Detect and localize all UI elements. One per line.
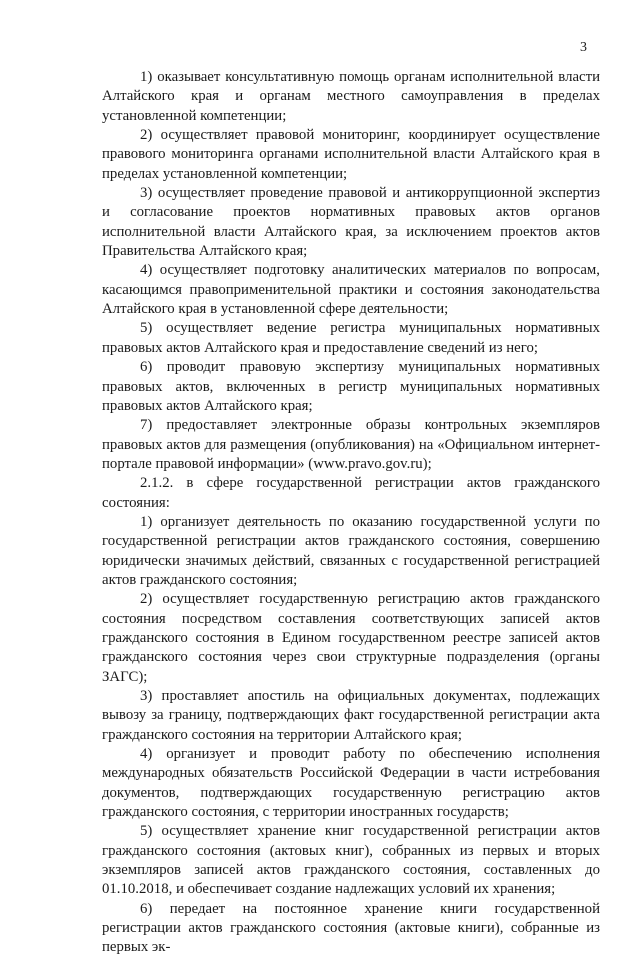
paragraph: 6) проводит правовую экспертизу муниципальных нормативных правовых актов, включенных в регистр муниципальных нормативных правовых актов Алтайского края; <box>102 359 600 414</box>
paragraph: 5) осуществляет хранение книг государственной регистрации актов гражданского состояния (актовых книг), собранных из первых и вторых экземпляров записей актов гражданского состояния, составленных до 01.10.2018, и обеспечивает создание надлежащих условий их хранения; <box>102 823 600 898</box>
paragraph: 4) осуществляет подготовку аналитических материалов по вопросам, касающимся правоприменительной практики и состояния законодательства Алтайского края в установленной сфере деятельности; <box>102 262 600 318</box>
paragraph: 7) предоставляет электронные образы контрольных экземпляров правовых актов для размещения (опубликования) на «Официальном интернет-портале правовой информации» (www.pravo.gov.ru); <box>102 417 600 472</box>
paragraph: 5) осуществляет ведение регистра муниципальных нормативных правовых актов Алтайского края и предоставление сведений из него; <box>102 320 600 356</box>
document-body <box>102 68 600 958</box>
page-number: 3 <box>580 40 587 55</box>
paragraph: 4) организует и проводит работу по обеспечению исполнения международных обязательств Российской Федерации в части истребования документов, подтверждающих государственную регистрацию актов гражданского состояния, с территории иностранных государств; <box>102 746 600 821</box>
paragraph: 1) оказывает консультативную помощь органам исполнительной власти Алтайского края и органам местного самоуправления в пределах установленной компетенции; <box>102 69 600 124</box>
paragraph: 3) проставляет апостиль на официальных документах, подлежащих вывозу за границу, подтверждающих факт государственной регистрации акта гражданского состояния на территории Алтайского края; <box>102 688 600 743</box>
paragraph: 1) организует деятельность по оказанию государственной услуги по государственной регистрации актов гражданского состояния, совершению юридически значимых действий, связанных с государственной регистрацией актов гражданского состояния; <box>102 513 600 588</box>
section-heading: 2.1.2. в сфере государственной регистрации актов гражданского состояния: <box>102 475 600 511</box>
paragraph: 3) осуществляет проведение правовой и антикоррупционной экспертиз и согласование проектов нормативных правовых актов органов исполнительной власти Алтайского края, за исключением проектов актов Правительства Алтайского края; <box>102 185 600 260</box>
paragraph: 6) передает на постоянное хранение книги государственной регистрации актов гражданского состояния (актовые книги), собранные из первых эк- <box>102 900 600 956</box>
paragraph: 2) осуществляет правовой мониторинг, координирует осуществление правового мониторинга органами исполнительной власти Алтайского края в пределах установленной компетенции; <box>102 127 600 182</box>
paragraph: 2) осуществляет государственную регистрацию актов гражданского состояния посредством составления соответствующих записей актов гражданского состояния в Едином государственном реестре записей актов гражданского состояния через свои структурные подразделения (органы ЗАГС); <box>102 591 600 685</box>
